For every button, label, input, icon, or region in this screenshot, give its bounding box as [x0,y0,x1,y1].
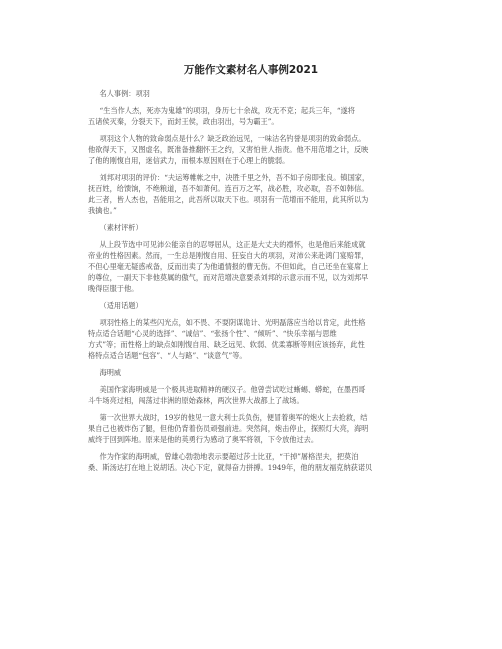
paragraph [88,222,414,233]
paragraph [88,172,414,216]
text-line: 第一次世界大战时，19岁的他见一意大利士兵负伤，便冒着奥军的炮火上去抢救，结 [99,413,368,422]
text-line: 帝业的性格因素。然而，一生总是刚愎自用、狂妄自大的项羽，对沛公来赴鸿门宴赔罪， [88,251,369,260]
text-line: 了他的刚愎自用，迷信武力，而根本原因则在于心理上的脆弱。 [88,156,290,165]
text-line: 格特点适合话题“包容”、“人与路”、“谈意气”等。 [88,351,247,360]
paragraph [88,451,414,473]
paragraph [88,133,414,166]
text-line: 从上段节选中可见沛公能亲自的忍辱屈从，这正是大丈夫的襟怀，也是他后来能成就 [99,240,366,249]
paragraph [88,367,414,378]
text-line: 作为作家的海明威，曾雄心勃勃地表示要超过莎士比亚，“干掉”屠格涅夫，把莫泊 [99,452,359,461]
text-line: “生当作人杰，死亦为鬼雄”的项羽，身历七十余战，攻无不克；起兵三年，“遂将 [99,106,355,115]
text-line: 此三者，皆人杰也，吾能用之，此吾所以取天下也。项羽有一范增而不能用，此其所以为 [88,195,369,204]
text-line: 刘邦对项羽的评价：“夫运筹帷帐之中，决胜千里之外，吾不如子房即张良。镇国家， [99,173,370,182]
text-line: 海明威 [99,368,122,377]
paragraph [88,105,414,127]
paragraph [88,300,414,311]
text-line: 果自己也被炸伤了腿，但他仍背着伤员顽强前进。突然间，炮击停止，探照灯大亮，海明 [88,424,369,433]
document-body [88,88,414,479]
paragraph [88,317,414,361]
paragraph [88,88,414,99]
text-line: 项羽这个人物的致命弱点是什么？缺乏政治远见，一味沽名钓誉是项羽的致命弱点。 [99,134,366,143]
text-line: 的尊位，一副天下非他莫属的傲气，而对范增决意要杀刘邦的示意示而不见，以为刘邦早 [88,273,369,282]
paragraph [88,412,414,445]
document-title: 万能作文素材名人事例2021 [183,64,319,76]
text-line: 我擒也。” [88,206,117,215]
text-line: 五诸侯灭秦，分裂天下，而封王侯，政由羽出，号为霸王”。 [88,117,279,126]
text-line: 斗牛场亮过相，闯荡过非洲的原始森林，两次世界大战都上了战场。 [88,396,304,405]
text-line: 抚百姓，给馈饷，不绝粮道，吾不如萧何。连百万之军，战必胜，攻必取，吾不如韩信。 [88,184,369,193]
text-line: 名人事例：项羽 [99,89,150,98]
text-line: 他欲得天下，又图虚名，既准备推翻怀王之约，又害怕世人指责。他不用范增之计，反映 [88,145,369,154]
text-line: 桑、斯汤达打在地上说胡话。决心下定，就得奋力拼搏。1949年，他的朋友福克纳获诺贝 [88,463,373,472]
text-line: 方式”等；而性格上的缺点如刚愎自用、缺乏远见、软弱、优柔寡断等则应该扬弃，此性 [88,340,365,349]
text-line: 特点适合话题“心灵的选择”、“诚信”、“张扬个性”、“倾听”、“快乐幸福与思维 [88,329,337,338]
text-line: 美国作家海明威是一个极具进取精神的硬汉子。他曾尝试吃过蜥蜴、蟒蛇，在墨西哥 [99,385,366,394]
text-line: 项羽性格上的某些闪光点，如不畏、不耍阴谋诡计、光明磊落应当给以肯定，此性格 [99,318,366,327]
paragraph [88,384,414,406]
paragraph [88,239,414,294]
text-line: 威终于回到阵地。原来是他的英勇行为感动了奥军将领，下令放他过去。 [88,435,319,444]
text-line: 不但心里毫无疑惑戒备，反而出卖了为他通情报的曹无伤。不但如此，自己还坐在宴席上 [88,262,369,271]
text-line: （素材评析） [99,223,143,232]
text-line: （适用话题） [99,301,143,310]
text-line: 晚得臣服于他。 [88,284,139,293]
